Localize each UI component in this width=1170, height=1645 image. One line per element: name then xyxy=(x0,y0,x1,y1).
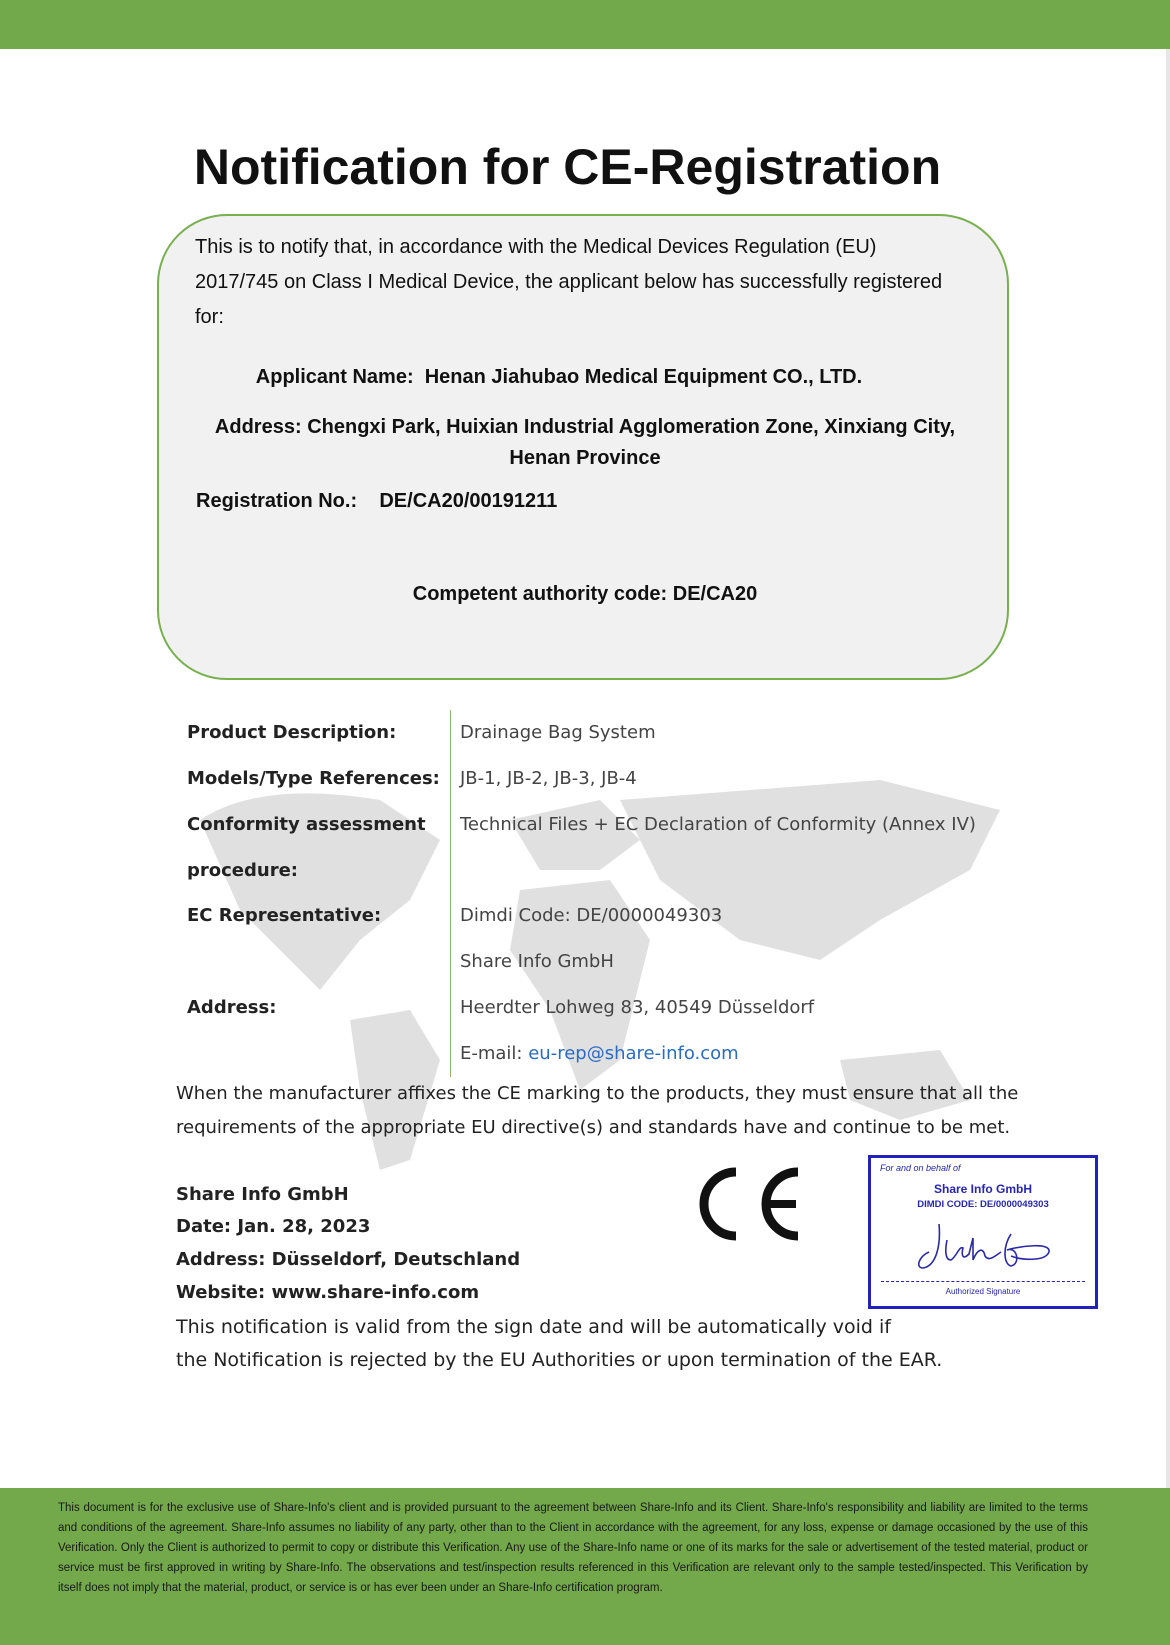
paragraph-line-1: When the manufacturer affixes the CE marking to the products, they must ensure that all the xyxy=(176,1083,1019,1104)
header-bar xyxy=(0,0,1170,49)
intro-text: This is to notify that, in accordance with the Medical Devices Regulation (EU) 2017/745 on Class I Medical Device, the applicant below has successfully registered for: xyxy=(195,236,943,328)
signature-line xyxy=(881,1281,1085,1282)
authorization-stamp xyxy=(868,1155,1098,1309)
rep-label: EC Representative: xyxy=(187,905,382,926)
conformity-value: Technical Files + EC Declaration of Conformity (Annex IV) xyxy=(460,814,976,835)
issuer-address: Address: Düsseldorf, Deutschland xyxy=(176,1249,521,1270)
stamp-company: Share Info GmbH xyxy=(933,1182,1032,1196)
address-label: Address: xyxy=(214,416,302,438)
issuer-date: Date: Jan. 28, 2023 xyxy=(176,1216,371,1237)
rep-address-label: Address: xyxy=(187,997,277,1018)
models-value: JB-1, JB-2, JB-3, JB-4 xyxy=(460,768,637,789)
rep-value: Dimdi Code: DE/0000049303 xyxy=(460,905,723,926)
validity-line-2: the Notification is rejected by the EU Authorities or upon termination of the EAR. xyxy=(176,1349,943,1371)
email-label: E-mail: xyxy=(460,1043,523,1064)
ce-mark-icon xyxy=(694,1164,806,1244)
registration-label: Registration No.: xyxy=(196,490,358,512)
registration-number: DE/CA20/00191211 xyxy=(379,490,558,512)
validity-line-1: This notification is valid from the sign date and will be automatically void if xyxy=(176,1316,891,1338)
rep-company: Share Info GmbH xyxy=(460,951,614,972)
models-label: Models/Type References: xyxy=(187,768,440,789)
rep-address-value: Heerdter Lohweg 83, 40549 Düsseldorf xyxy=(460,997,815,1018)
registration-line xyxy=(196,490,557,513)
applicant-line xyxy=(159,366,959,389)
page-edge xyxy=(1166,49,1170,1489)
paragraph-line-2: requirements of the appropriate EU directive(s) and standards have and continue to be met. xyxy=(176,1117,1011,1138)
address-value: Chengxi Park, Huixian Industrial Agglomeration Zone, Xinxiang City, xyxy=(307,416,956,438)
email-link[interactable]: eu-rep@share-info.com xyxy=(528,1043,739,1064)
email-line xyxy=(460,1043,739,1064)
authority-code: Competent authority code: DE/CA20 xyxy=(412,583,758,605)
address-value-2: Henan Province xyxy=(509,447,661,469)
conformity-label: Conformity assessment xyxy=(187,814,426,835)
stamp-code: DIMDI CODE: DE/0000049303 xyxy=(917,1199,1049,1210)
table-divider xyxy=(450,710,451,1077)
applicant-label: Applicant Name: xyxy=(255,366,414,388)
footer-disclaimer xyxy=(0,1488,1170,1645)
address-block xyxy=(159,412,1011,474)
applicant-value: Henan Jiahubao Medical Equipment CO., LTD. xyxy=(424,366,863,388)
product-value: Drainage Bag System xyxy=(460,722,656,743)
disclaimer-text: This document is for the exclusive use of Share-Info's client and is provided pursuant to the agreement between Share-Info and its Client. Share-Info's responsibility and liability are limited to the terms and conditions of the agreement. Share-Info assumes no liability of any party, other than to the Client in accordance with the agreement, for any loss, expense or damage occasioned by the use of this Verification. Only the Client is authorized to permit to copy or distribute this Verification. Any use of the Share-Info name or one of its marks for the sale or advertisement of the tested material, product or service must be first approved in writing by Share-Info. The observations and test/inspection results referenced in this Verification are relevant only to the sample tested/inspected. This Verification by itself does not imply that the material, product, or service is or has ever been under an Share-Info certification program. xyxy=(58,1502,1088,1594)
conformity-label-2: procedure: xyxy=(187,860,298,881)
issuer-website: Website: www.share-info.com xyxy=(176,1282,480,1303)
signature-icon xyxy=(911,1216,1061,1276)
stamp-caption: Authorized Signature xyxy=(945,1287,1021,1296)
stamp-top-text: For and on behalf of xyxy=(880,1163,961,1173)
page-title: Notification for CE-Registration xyxy=(193,139,942,195)
registration-box xyxy=(157,214,1009,680)
product-label: Product Description: xyxy=(187,722,397,743)
issuer-name: Share Info GmbH xyxy=(176,1184,349,1205)
